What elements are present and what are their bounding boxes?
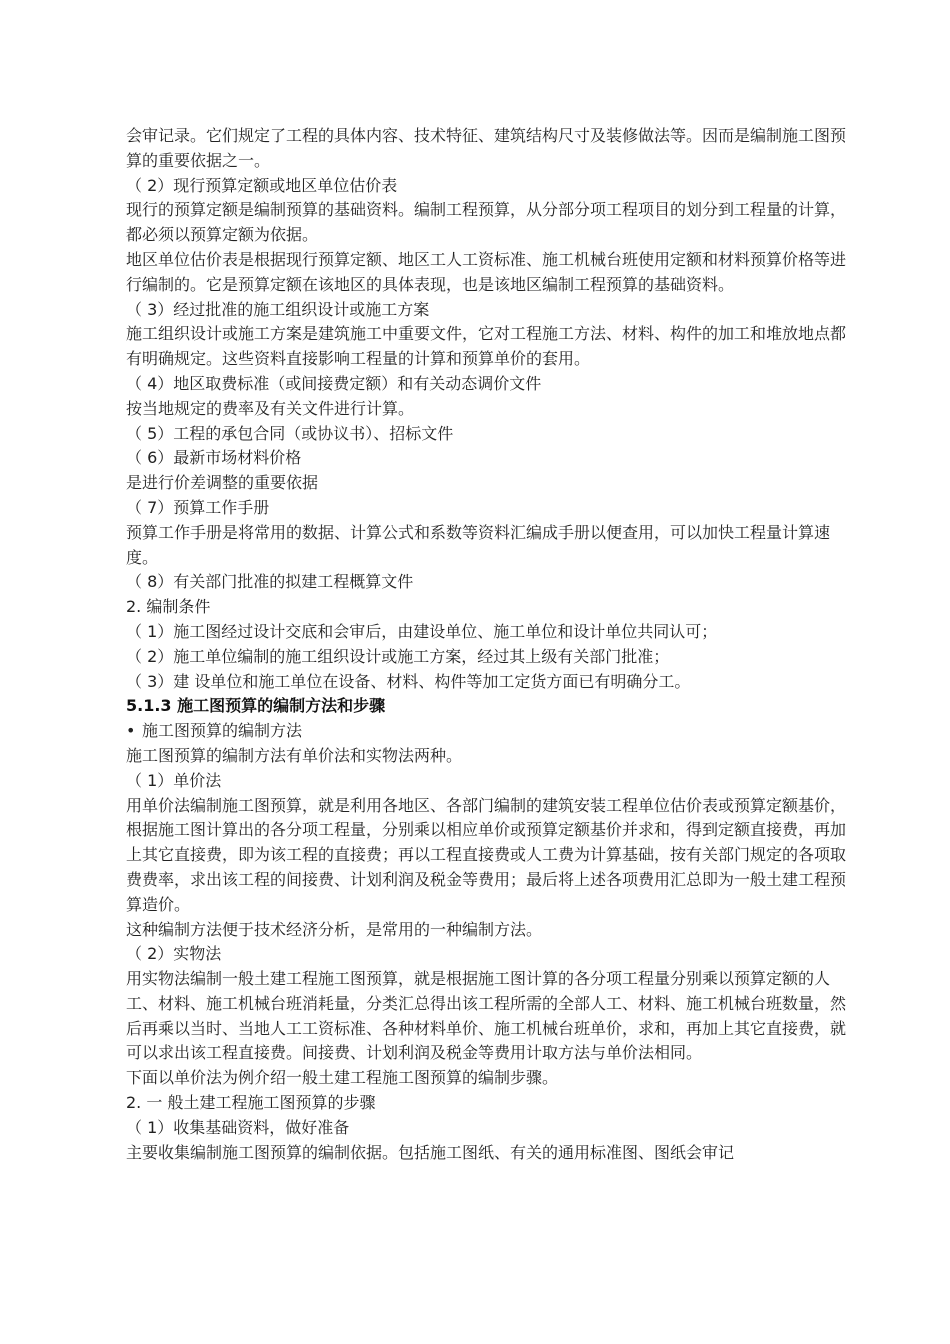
paragraph: 下面以单价法为例介绍一般土建工程施工图预算的编制步骤。 xyxy=(126,1068,559,1088)
paragraph: （ 1）施工图经过设计交底和会审后，由建设单位、施工单位和设计单位共同认可； xyxy=(126,621,718,641)
bullet-item xyxy=(126,719,856,744)
paragraph: （ 4）地区取费标准（或间接费定额）和有关动态调价文件 xyxy=(126,373,542,393)
paragraph: 2. 一 般土建工程施工图预算的步骤 xyxy=(126,1093,376,1113)
bullet-text: 施工图预算的编制方法 xyxy=(142,721,303,741)
paragraph: 会审记录。它们规定了工程的具体内容、技术特征、建筑结构尺寸及装修做法等。因而是编制施工图预算的重要依据之一。 xyxy=(126,126,847,170)
paragraph: （ 2）施工单位编制的施工组织设计或施工方案，经过其上级有关部门批准； xyxy=(126,646,670,666)
paragraph: 用实物法编制一般土建工程施工图预算，就是根据施工图计算的各分项工程量分别乘以预算定额的人工、材料、施工机械台班消耗量，分类汇总得出该工程所需的全部人工、材料、施工机械台班数量，然后再乘以当时、当地人工工资标准、各种材料单价、施工机械台班单价，求和，再加上其它直接费，就可以求出该工程直接费。间接费、计划利润及税金等费用计取方法与单价法相同。 xyxy=(126,969,847,1063)
paragraph: 主要收集编制施工图预算的编制依据。包括施工图纸、有关的通用标准图、图纸会审记 xyxy=(126,1142,735,1162)
section-heading: 5.1.3 施工图预算的编制方法和步骤 xyxy=(126,696,386,716)
paragraph: 2. 编制条件 xyxy=(126,597,211,617)
paragraph: （ 5）工程的承包合同（或协议书）、招标文件 xyxy=(126,423,454,443)
bullet-icon: • xyxy=(126,721,136,741)
paragraph: （ 6）最新市场材料价格 xyxy=(126,448,302,468)
paragraph: （ 3）建 设单位和施工单位在设备、材料、构件等加工定货方面已有明确分工。 xyxy=(126,671,691,691)
paragraph: （ 3）经过批准的施工组织设计或施工方案 xyxy=(126,299,430,319)
paragraph: 这种编制方法便于技术经济分析，是常用的一种编制方法。 xyxy=(126,919,543,939)
paragraph: （ 7）预算工作手册 xyxy=(126,497,270,517)
paragraph: （ 1）收集基础资料，做好准备 xyxy=(126,1117,350,1137)
paragraph: （ 2）实物法 xyxy=(126,944,222,964)
document-body xyxy=(126,124,856,1165)
paragraph: 按当地规定的费率及有关文件进行计算。 xyxy=(126,398,415,418)
paragraph: 地区单位估价表是根据现行预算定额、地区工人工资标准、施工机械台班使用定额和材料预算价格等进行编制的。它是预算定额在该地区的具体表现，也是该地区编制工程预算的基础资料。 xyxy=(126,249,847,294)
paragraph: 现行的预算定额是编制预算的基础资料。编制工程预算，从分部分项工程项目的划分到工程量的计算，都必须以预算定额为依据。 xyxy=(126,200,847,245)
paragraph: 施工组织设计或施工方案是建筑施工中重要文件，它对工程施工方法、材料、构件的加工和堆放地点都有明确规定。这些资料直接影响工程量的计算和预算单价的套用。 xyxy=(126,324,847,369)
paragraph: 是进行价差调整的重要依据 xyxy=(126,473,319,493)
paragraph: 用单价法编制施工图预算，就是利用各地区、各部门编制的建筑安装工程单位估价表或预算定额基价，根据施工图计算出的各分项工程量，分别乘以相应单价或预算定额基价并求和，得到定额直接费，再加上其它直接费，即为该工程的直接费；再以工程直接费或人工费为计算基础，按有关部门规定的各项取费费率，求出该工程的间接费、计划利润及税金等费用；最后将上述各项费用汇总即为一般土建工程预算造价。 xyxy=(126,795,847,914)
paragraph: （ 2）现行预算定额或地区单位估价表 xyxy=(126,175,398,195)
paragraph: 施工图预算的编制方法有单价法和实物法两种。 xyxy=(126,745,463,765)
paragraph: （ 1）单价法 xyxy=(126,770,222,790)
paragraph: 预算工作手册是将常用的数据、计算公式和系数等资料汇编成手册以便查用，可以加快工程量计算速度。 xyxy=(126,522,831,567)
paragraph: （ 8）有关部门批准的拟建工程概算文件 xyxy=(126,572,414,592)
